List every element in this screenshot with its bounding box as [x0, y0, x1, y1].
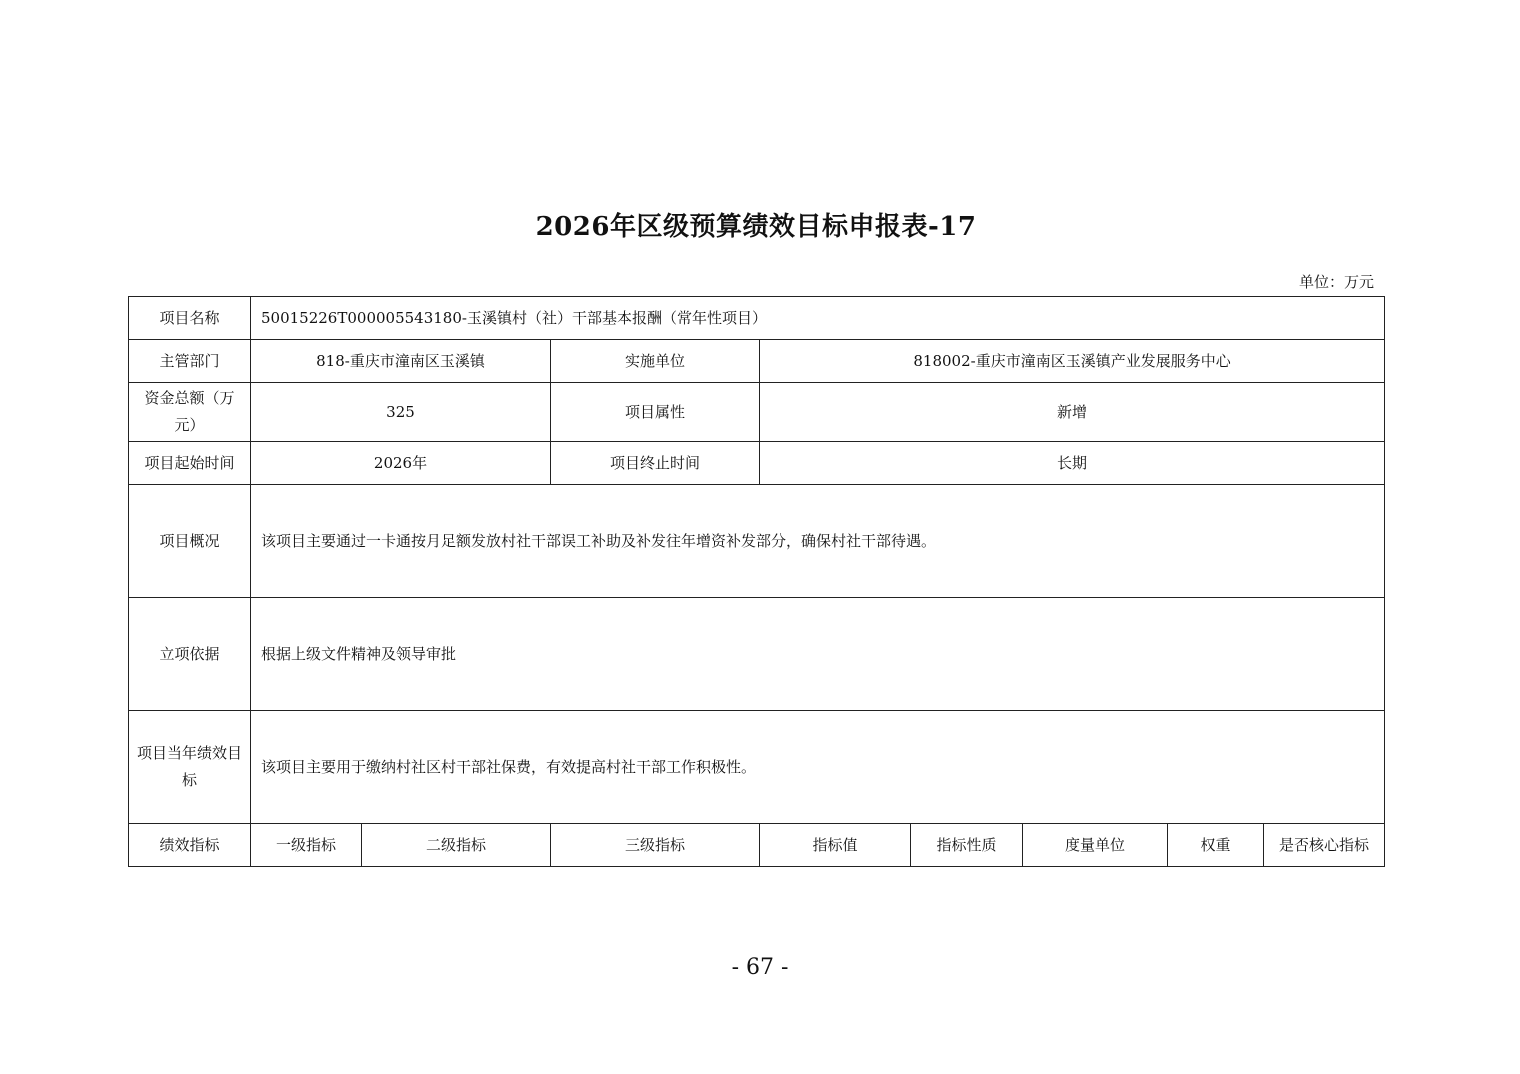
- funds-label: 资金总额（万元）: [129, 383, 251, 442]
- indicator-col-level2: 二级指标: [362, 824, 551, 867]
- start-time-label: 项目起始时间: [129, 442, 251, 485]
- table-row: [129, 297, 1385, 340]
- indicator-col-level3: 三级指标: [551, 824, 760, 867]
- table-row: [129, 442, 1385, 485]
- basis-label: 立项依据: [129, 598, 251, 711]
- table-row: [129, 340, 1385, 383]
- implementer-label: 实施单位: [551, 340, 760, 383]
- table-row: [129, 485, 1385, 598]
- overview-value: 该项目主要通过一卡通按月足额发放村社干部误工补助及补发往年增资补发部分，确保村社干部待遇。: [251, 485, 1385, 598]
- overview-label: 项目概况: [129, 485, 251, 598]
- funds-value: 325: [251, 383, 551, 442]
- end-time-value: 长期: [760, 442, 1385, 485]
- indicator-col-nature: 指标性质: [911, 824, 1023, 867]
- page-number: - 67 -: [731, 955, 789, 980]
- indicator-header-row: [129, 824, 1385, 867]
- table-row: [129, 383, 1385, 442]
- attribute-label: 项目属性: [551, 383, 760, 442]
- indicator-col-core: 是否核心指标: [1264, 824, 1385, 867]
- indicator-col-unit: 度量单位: [1023, 824, 1168, 867]
- project-name-value: 50015226T000005543180-玉溪镇村（社）干部基本报酬（常年性项目）: [251, 297, 1385, 340]
- indicator-col-value: 指标值: [760, 824, 911, 867]
- department-value: 818-重庆市潼南区玉溪镇: [251, 340, 551, 383]
- indicator-col-level1: 一级指标: [251, 824, 362, 867]
- basis-value: 根据上级文件精神及领导审批: [251, 598, 1385, 711]
- indicator-label: 绩效指标: [129, 824, 251, 867]
- project-name-label: 项目名称: [129, 297, 251, 340]
- department-label: 主管部门: [129, 340, 251, 383]
- indicator-col-weight: 权重: [1168, 824, 1264, 867]
- end-time-label: 项目终止时间: [551, 442, 760, 485]
- unit-label: 单位：万元: [1298, 273, 1374, 291]
- report-table: [128, 296, 1385, 867]
- implementer-value: 818002-重庆市潼南区玉溪镇产业发展服务中心: [760, 340, 1385, 383]
- goal-label: 项目当年绩效目标: [129, 711, 251, 824]
- table-row: [129, 711, 1385, 824]
- goal-value: 该项目主要用于缴纳村社区村干部社保费，有效提高村社干部工作积极性。: [251, 711, 1385, 824]
- start-time-value: 2026年: [251, 442, 551, 485]
- page-title: 2026年区级预算绩效目标申报表-17: [535, 212, 977, 242]
- table-row: [129, 598, 1385, 711]
- attribute-value: 新增: [760, 383, 1385, 442]
